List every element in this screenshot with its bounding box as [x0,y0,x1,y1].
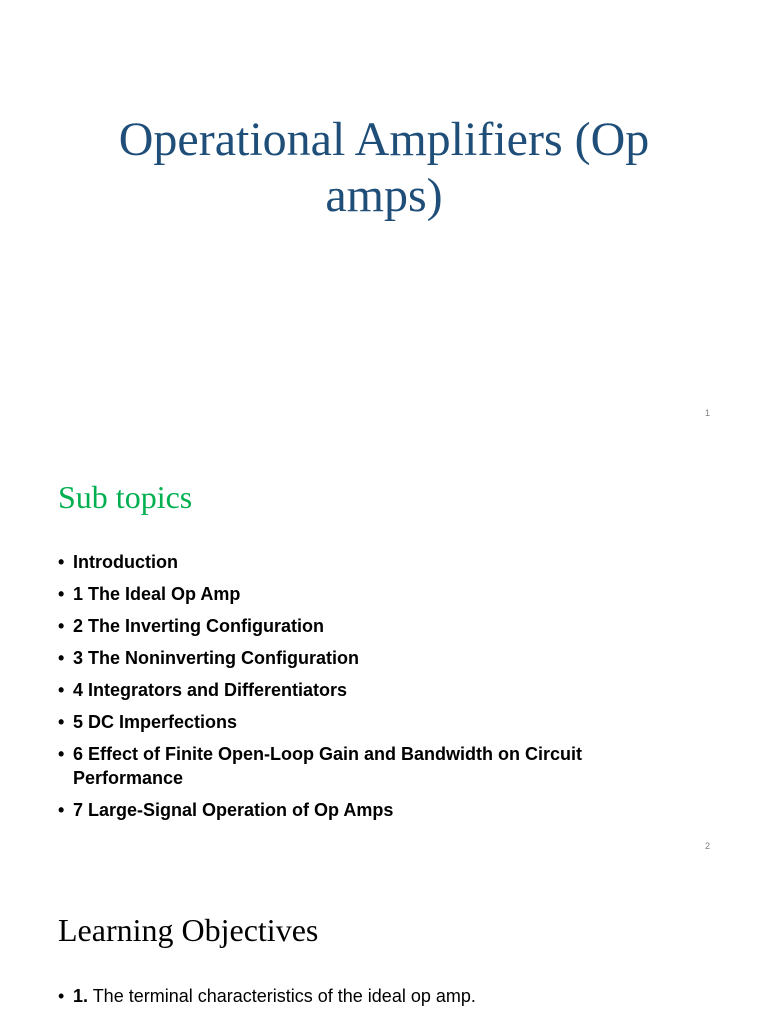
list-item [58,798,638,822]
bullet-icon: • [58,616,65,636]
list-item-text: 7 Large-Signal Operation of Op Amps [73,800,394,820]
objectives-list [58,984,638,1016]
list-item-text: 3 The Noninverting Configuration [73,648,359,668]
bullet-icon: • [58,744,65,764]
list-item [58,984,638,1008]
list-item [58,582,638,606]
list-item [58,742,638,790]
list-item-text: Introduction [73,552,178,572]
list-item-text: 1 The Ideal Op Amp [73,584,241,604]
subtopics-heading: Sub topics [58,479,193,515]
bullet-icon: • [58,584,65,604]
list-item [58,678,638,702]
objective-number: 1. [73,986,89,1006]
learning-objectives-heading: Learning Objectives [58,912,319,948]
list-item-text: 4 Integrators and Differentiators [73,680,348,700]
subtopics-list [58,550,638,830]
slide-1 [0,0,768,433]
slide-number: 1 [704,408,710,418]
list-item [58,710,638,734]
list-item-text: 6 Effect of Finite Open-Loop Gain and Bandwidth on Circuit Performance [73,744,582,788]
bullet-icon: • [58,986,65,1006]
slide-number: 2 [704,841,710,851]
bullet-icon: • [58,800,65,820]
list-item [58,550,638,574]
list-item-text: The terminal characteristics of the ideal op amp. [88,986,476,1006]
slide-3 [0,867,768,1024]
list-item-text: 2 The Inverting Configuration [73,616,324,636]
list-item-text: 5 DC Imperfections [73,712,238,732]
slide-title: Operational Amplifiers (Op amps) [118,113,650,222]
bullet-icon: • [58,552,65,572]
list-item [58,646,638,670]
bullet-icon: • [58,712,65,732]
bullet-icon: • [58,680,65,700]
list-item [58,614,638,638]
slide-2 [0,433,768,867]
bullet-icon: • [58,648,65,668]
